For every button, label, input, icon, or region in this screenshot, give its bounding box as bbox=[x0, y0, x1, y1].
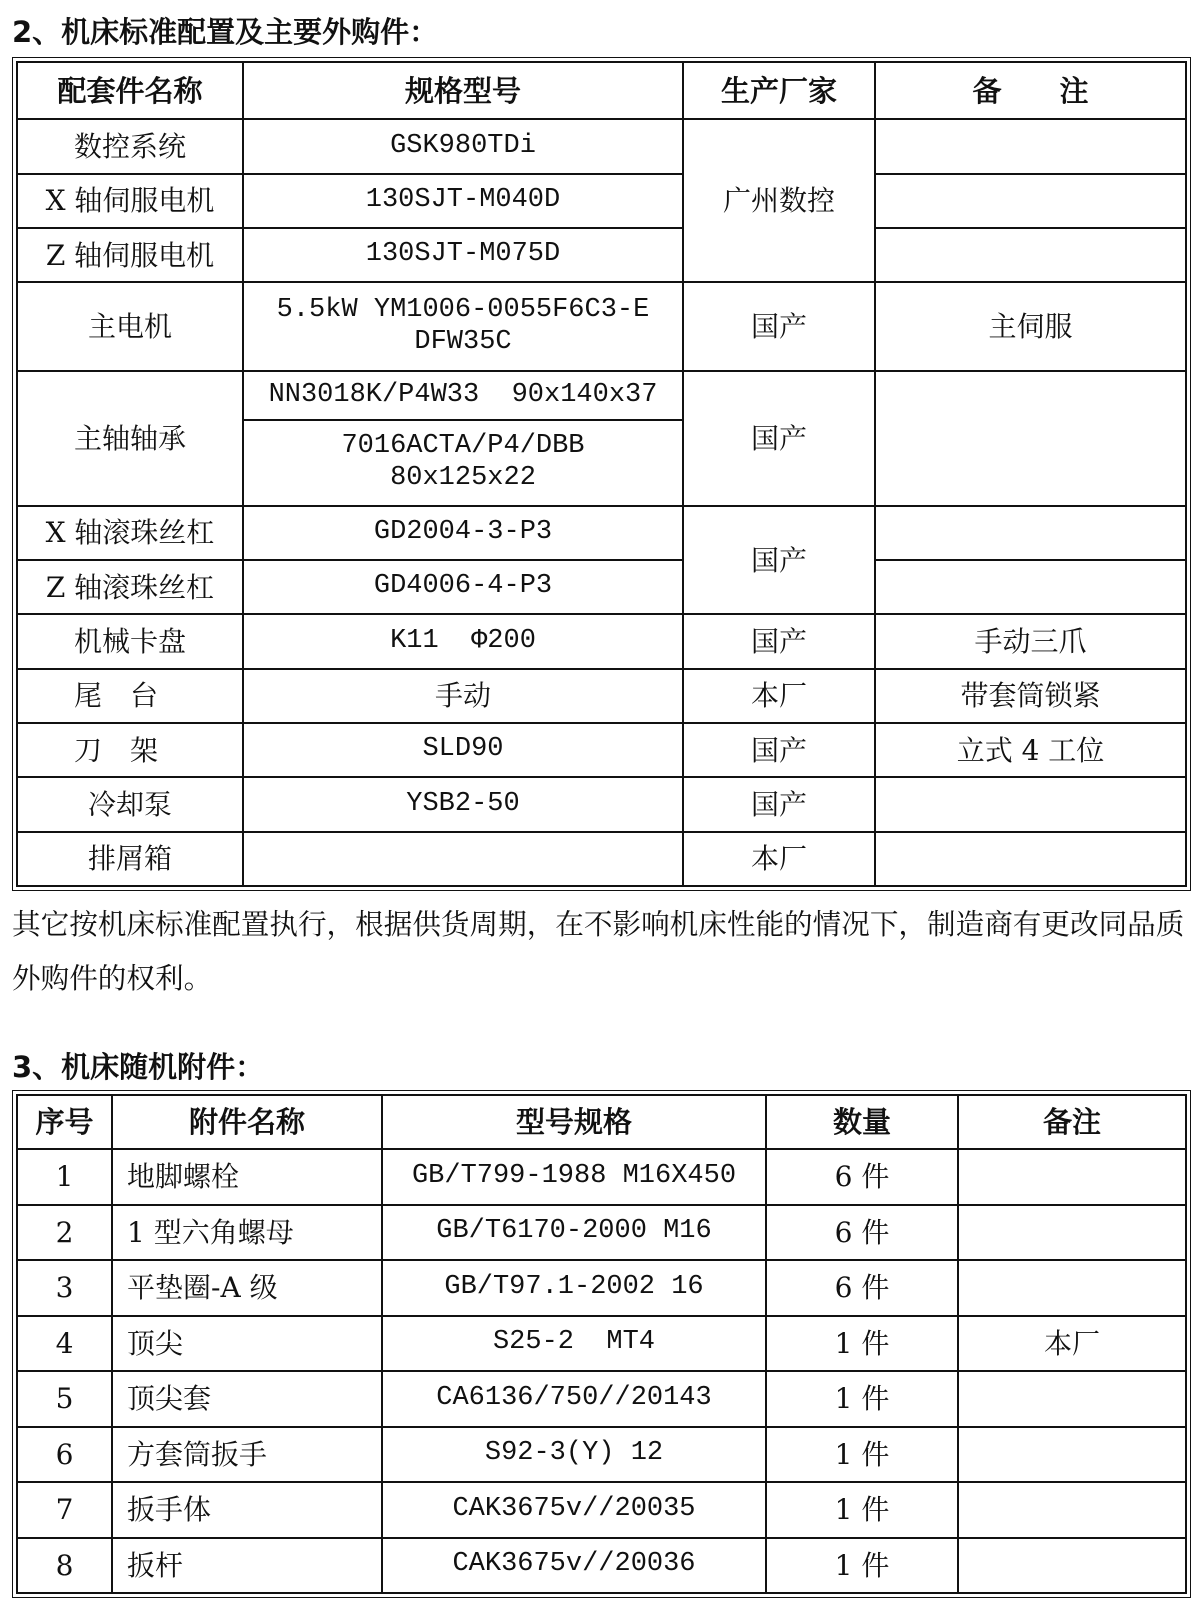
part-name: Z 轴伺服电机 bbox=[17, 228, 243, 282]
item-note bbox=[958, 1371, 1186, 1427]
part-note: 主伺服 bbox=[875, 282, 1186, 371]
item-no: 8 bbox=[17, 1538, 112, 1594]
table-row bbox=[17, 723, 1186, 777]
standard-config-table-frame bbox=[12, 57, 1191, 891]
item-spec: CA6136/750//20143 bbox=[382, 1371, 766, 1427]
col-header-name: 附件名称 bbox=[112, 1095, 382, 1149]
item-qty: 6 件 bbox=[766, 1149, 958, 1205]
part-spec-2: 7016ACTA/P4/DBB 80x125x22 bbox=[243, 420, 683, 506]
item-name: 方套筒扳手 bbox=[112, 1427, 382, 1483]
item-spec: S25-2 MT4 bbox=[382, 1316, 766, 1372]
item-note bbox=[958, 1482, 1186, 1538]
part-spec: GD4006-4-P3 bbox=[243, 560, 683, 614]
section-2-heading: 2、机床标准配置及主要外购件： bbox=[12, 15, 439, 49]
part-spec: 130SJT-M075D bbox=[243, 228, 683, 282]
table-row bbox=[17, 1205, 1186, 1261]
part-note: 立式 4 工位 bbox=[875, 723, 1186, 777]
part-spec bbox=[243, 832, 683, 886]
part-note bbox=[875, 777, 1186, 831]
col-header-spec: 型号规格 bbox=[382, 1095, 766, 1149]
part-spec: 手动 bbox=[243, 669, 683, 723]
accessories-table bbox=[16, 1094, 1187, 1594]
part-maker: 国产 bbox=[683, 614, 875, 668]
table-row bbox=[17, 777, 1186, 831]
item-name: 平垫圈-A 级 bbox=[112, 1260, 382, 1316]
item-no: 2 bbox=[17, 1205, 112, 1261]
item-note bbox=[958, 1149, 1186, 1205]
part-maker: 本厂 bbox=[683, 832, 875, 886]
part-name: 机械卡盘 bbox=[17, 614, 243, 668]
part-name: 刀架 bbox=[17, 723, 243, 777]
part-name: 冷却泵 bbox=[17, 777, 243, 831]
table-row bbox=[17, 282, 1186, 371]
part-note bbox=[875, 832, 1186, 886]
item-no: 6 bbox=[17, 1427, 112, 1483]
table-row bbox=[17, 119, 1186, 173]
part-maker: 本厂 bbox=[683, 669, 875, 723]
item-note bbox=[958, 1205, 1186, 1261]
part-spec: GD2004-3-P3 bbox=[243, 506, 683, 560]
table-row bbox=[17, 832, 1186, 886]
part-name: 主轴轴承 bbox=[17, 371, 243, 505]
item-qty: 1 件 bbox=[766, 1427, 958, 1483]
part-note bbox=[875, 174, 1186, 228]
item-qty: 1 件 bbox=[766, 1482, 958, 1538]
item-name: 1 型六角螺母 bbox=[112, 1205, 382, 1261]
table-header-row bbox=[17, 62, 1186, 119]
table-header-row bbox=[17, 1095, 1186, 1149]
col-header-note: 备注 bbox=[958, 1095, 1186, 1149]
part-name: X 轴滚珠丝杠 bbox=[17, 506, 243, 560]
table-row bbox=[17, 1482, 1186, 1538]
item-note bbox=[958, 1427, 1186, 1483]
part-spec: K11 Φ200 bbox=[243, 614, 683, 668]
item-qty: 1 件 bbox=[766, 1538, 958, 1594]
item-spec: GB/T6170-2000 M16 bbox=[382, 1205, 766, 1261]
part-note bbox=[875, 506, 1186, 560]
table-row bbox=[17, 1538, 1186, 1594]
table-row bbox=[17, 1260, 1186, 1316]
item-spec: CAK3675v//20035 bbox=[382, 1482, 766, 1538]
item-qty: 1 件 bbox=[766, 1371, 958, 1427]
col-header-qty: 数量 bbox=[766, 1095, 958, 1149]
part-maker: 国产 bbox=[683, 777, 875, 831]
item-name: 地脚螺栓 bbox=[112, 1149, 382, 1205]
table-row bbox=[17, 1371, 1186, 1427]
part-maker: 国产 bbox=[683, 723, 875, 777]
table-row bbox=[17, 1316, 1186, 1372]
part-note: 带套筒锁紧 bbox=[875, 669, 1186, 723]
item-no: 5 bbox=[17, 1371, 112, 1427]
item-spec: S92-3(Y) 12 bbox=[382, 1427, 766, 1483]
part-spec: GSK980TDi bbox=[243, 119, 683, 173]
part-note bbox=[875, 371, 1186, 505]
part-note bbox=[875, 119, 1186, 173]
item-spec: GB/T97.1-2002 16 bbox=[382, 1260, 766, 1316]
item-note bbox=[958, 1538, 1186, 1594]
item-note: 本厂 bbox=[958, 1316, 1186, 1372]
item-name: 顶尖 bbox=[112, 1316, 382, 1372]
table-row bbox=[17, 1149, 1186, 1205]
item-qty: 6 件 bbox=[766, 1260, 958, 1316]
part-note bbox=[875, 228, 1186, 282]
part-maker: 广州数控 bbox=[683, 119, 875, 282]
table-row bbox=[17, 560, 1186, 614]
item-spec: CAK3675v//20036 bbox=[382, 1538, 766, 1594]
table-row bbox=[17, 228, 1186, 282]
table-row bbox=[17, 1427, 1186, 1483]
item-no: 4 bbox=[17, 1316, 112, 1372]
part-name: 主电机 bbox=[17, 282, 243, 371]
part-spec: SLD90 bbox=[243, 723, 683, 777]
part-spec: 130SJT-M040D bbox=[243, 174, 683, 228]
item-no: 7 bbox=[17, 1482, 112, 1538]
part-name: 尾台 bbox=[17, 669, 243, 723]
part-name: 数控系统 bbox=[17, 119, 243, 173]
table-row bbox=[17, 506, 1186, 560]
part-spec: 5.5kW YM1006-0055F6C3-EDFW35C bbox=[243, 282, 683, 371]
section-3-heading: 3、机床随机附件： bbox=[12, 1050, 265, 1084]
item-qty: 6 件 bbox=[766, 1205, 958, 1261]
part-spec: YSB2-50 bbox=[243, 777, 683, 831]
item-name: 扳杆 bbox=[112, 1538, 382, 1594]
standard-config-table bbox=[16, 61, 1187, 887]
part-note: 手动三爪 bbox=[875, 614, 1186, 668]
col-header-part-name: 配套件名称 bbox=[17, 62, 243, 119]
table-row bbox=[17, 371, 1186, 419]
item-name: 扳手体 bbox=[112, 1482, 382, 1538]
part-name: X 轴伺服电机 bbox=[17, 174, 243, 228]
config-footnote: 其它按机床标准配置执行，根据供货周期，在不影响机床性能的情况下，制造商有更改同品质外购件的权利。 bbox=[12, 907, 1185, 995]
col-header-note: 备 注 bbox=[875, 62, 1186, 119]
part-name: Z 轴滚珠丝杠 bbox=[17, 560, 243, 614]
part-maker: 国产 bbox=[683, 371, 875, 505]
part-name: 排屑箱 bbox=[17, 832, 243, 886]
col-header-spec: 规格型号 bbox=[243, 62, 683, 119]
item-qty: 1 件 bbox=[766, 1316, 958, 1372]
part-maker: 国产 bbox=[683, 282, 875, 371]
item-no: 3 bbox=[17, 1260, 112, 1316]
table-row bbox=[17, 669, 1186, 723]
table-row bbox=[17, 174, 1186, 228]
part-note bbox=[875, 560, 1186, 614]
item-note bbox=[958, 1260, 1186, 1316]
table-row bbox=[17, 614, 1186, 668]
col-header-no: 序号 bbox=[17, 1095, 112, 1149]
part-maker: 国产 bbox=[683, 506, 875, 615]
item-name: 顶尖套 bbox=[112, 1371, 382, 1427]
col-header-maker: 生产厂家 bbox=[683, 62, 875, 119]
item-spec: GB/T799-1988 M16X450 bbox=[382, 1149, 766, 1205]
item-no: 1 bbox=[17, 1149, 112, 1205]
part-spec: NN3018K/P4W33 90x140x37 bbox=[243, 371, 683, 419]
accessories-table-frame bbox=[12, 1090, 1191, 1598]
